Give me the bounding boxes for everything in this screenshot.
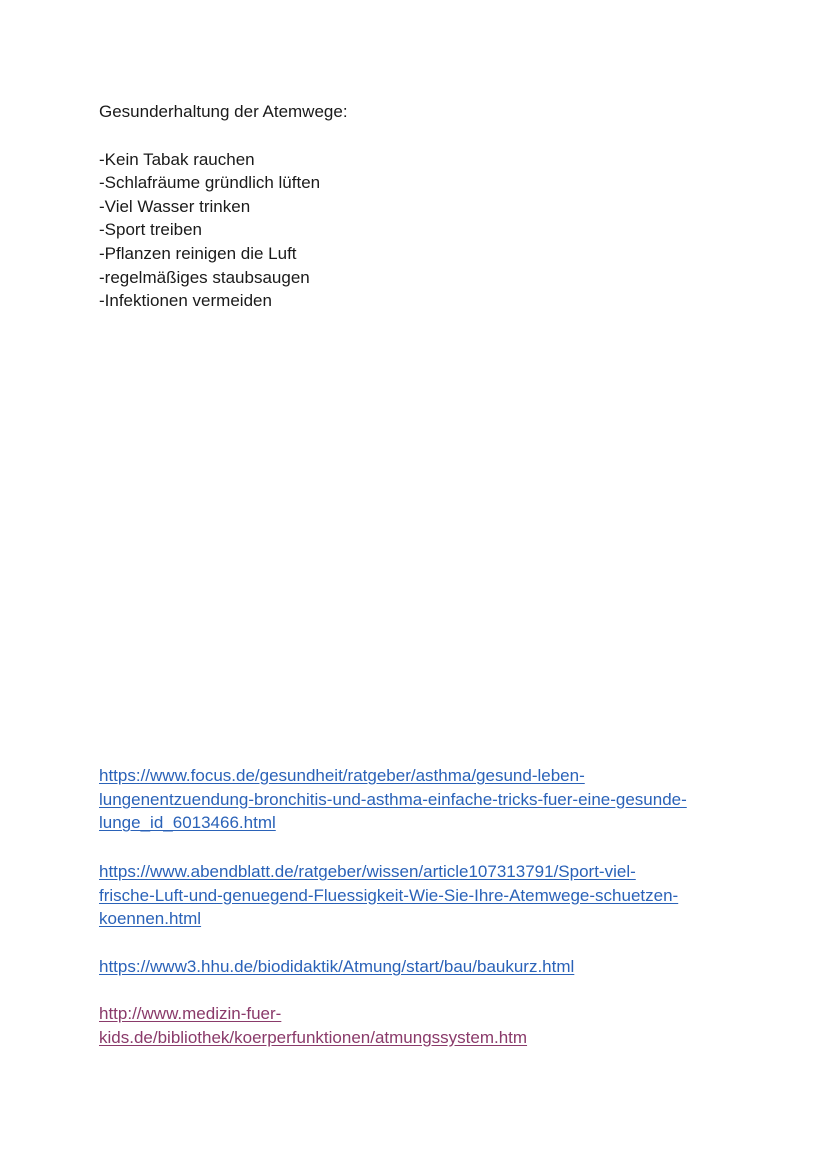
document-heading: Gesunderhaltung der Atemwege: [99, 102, 348, 121]
link-line: https://www.abendblatt.de/ratgeber/wissen/article107313791/Sport-viel- [99, 862, 636, 881]
source-link-focus[interactable] [99, 764, 739, 835]
source-link-abendblatt[interactable] [99, 860, 739, 931]
source-link-hhu[interactable] [99, 955, 739, 979]
link-line: http://www.medizin-fuer- [99, 1004, 282, 1023]
link-line: lunge_id_6013466.html [99, 813, 276, 833]
list-item: -Pflanzen reinigen die Luft [99, 243, 297, 263]
link-line: lungenentzuendung-bronchitis-und-asthma-einfache-tricks-fuer-eine-gesunde- [99, 789, 687, 809]
list-item: -Infektionen vermeiden [99, 291, 272, 311]
source-link-medizin-fuer-kids[interactable] [99, 1002, 739, 1049]
list-item: -Viel Wasser trinken [99, 196, 251, 216]
tips-list [99, 148, 739, 313]
content-block [99, 100, 739, 313]
list-item: -Sport treiben [99, 220, 202, 240]
link-line: frische-Luft-und-genuegend-Fluessigkeit-Wie-Sie-Ihre-Atemwege-schuetzen- [99, 885, 679, 905]
link-line: https://www3.hhu.de/biodidaktik/Atmung/start/bau/baukurz.html [99, 957, 575, 976]
link-line: kids.de/bibliothek/koerperfunktionen/atmungssystem.htm [99, 1027, 528, 1047]
list-item: -Kein Tabak rauchen [99, 149, 255, 169]
link-line: https://www.focus.de/gesundheit/ratgeber/asthma/gesund-leben- [99, 766, 585, 785]
list-item: -Schlafräume gründlich lüften [99, 173, 321, 193]
link-line: koennen.html [99, 909, 202, 929]
list-item: -regelmäßiges staubsaugen [99, 267, 310, 287]
